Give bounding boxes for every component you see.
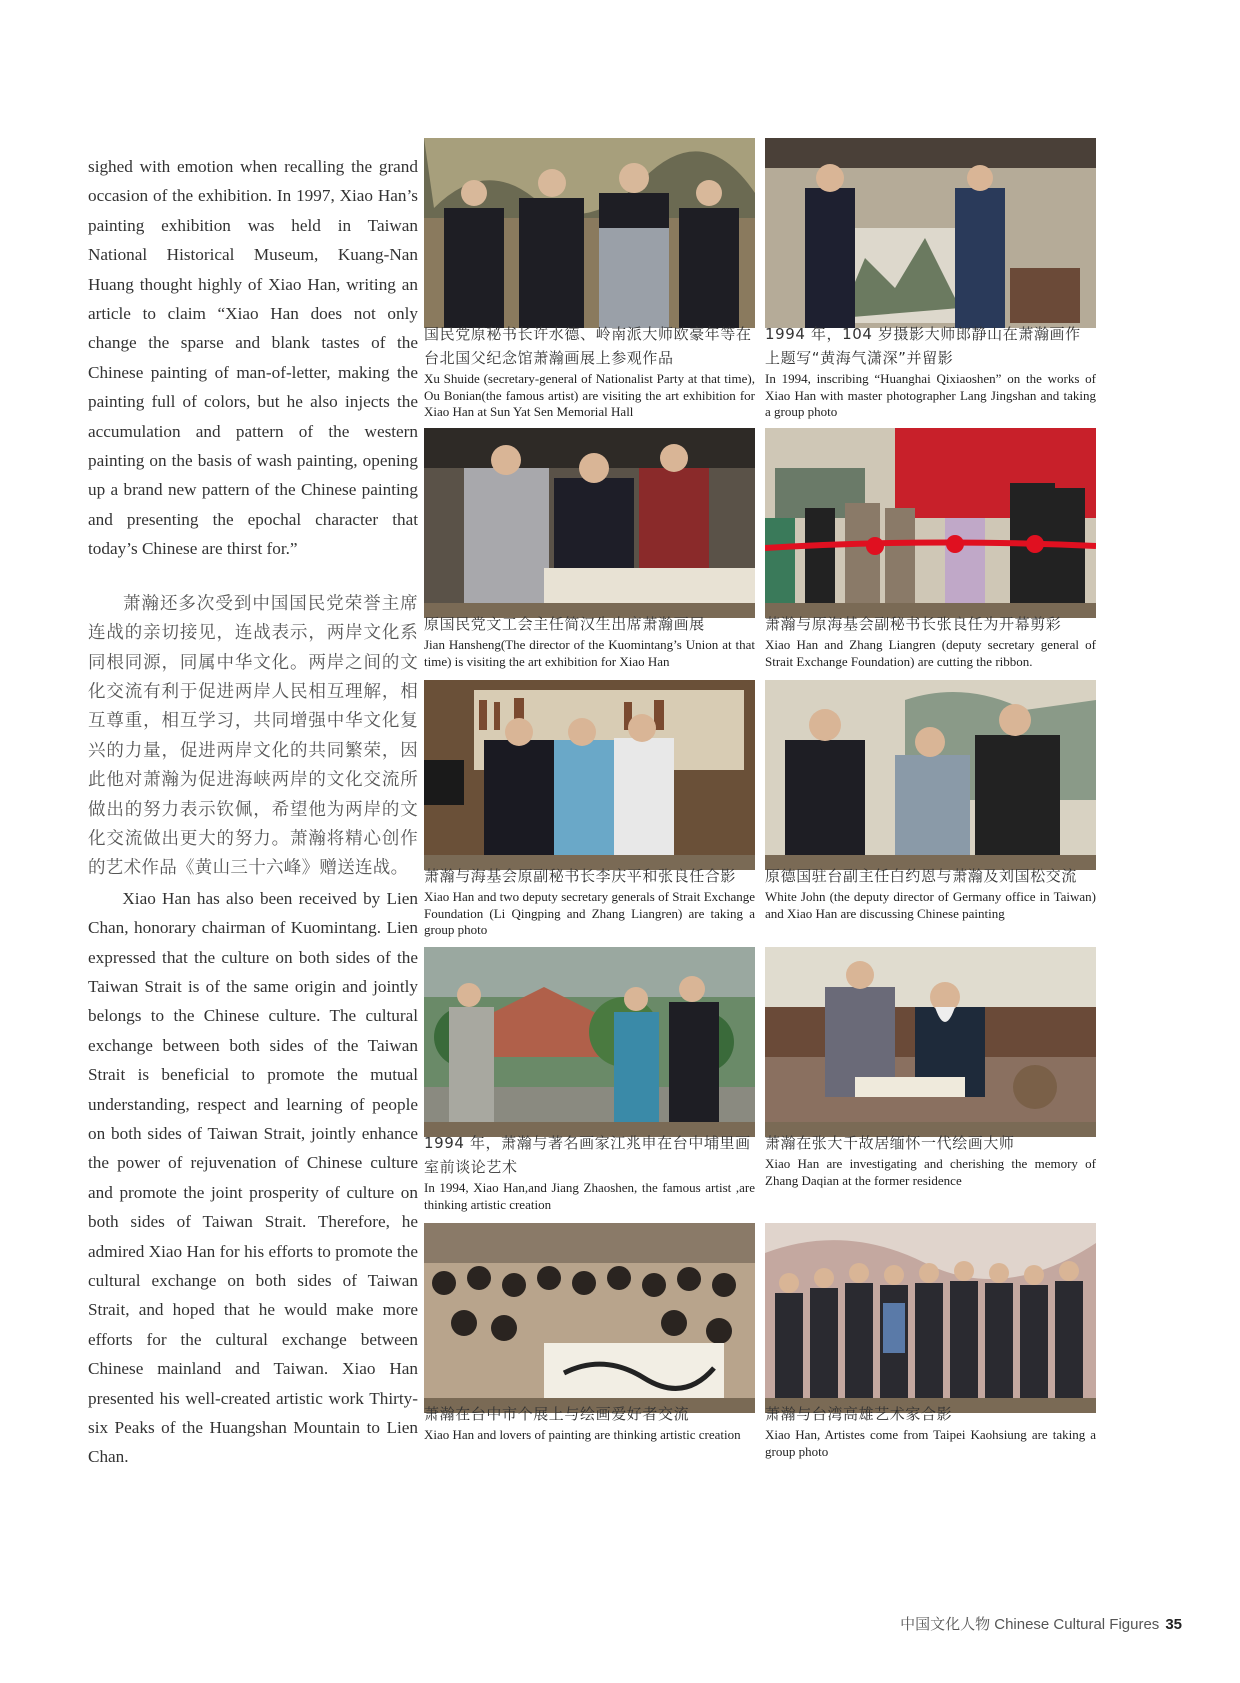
photo-xu-shuide-visit xyxy=(424,138,755,328)
photo-8-caption-cn: 萧瀚在张大千故居缅怀一代绘画大师 xyxy=(765,1134,1015,1152)
photo-9-caption-en: Xiao Han and lovers of painting are thinking artistic creation xyxy=(424,1427,741,1442)
photo-5-caption-en: Xiao Han and two deputy secretary generals of Strait Exchange Foundation (Li Qingping and Zhang Liangren) are taking a group photo xyxy=(424,889,755,937)
photo-ribbon-cutting xyxy=(765,428,1096,618)
body-paragraph-3: Xiao Han has also been received by Lien Chan, honorary chairman of Kuomintang. Lien expressed that the culture on both sides of the Taiwan Strait is of the same origin and jointly belongs to the Chinese culture. The cultural exchange between both sides of the Taiwan Strait is beneficial to promote the mutual understanding, respect and learning of people on both sides of Taiwan Strait, jointly enhance the power of rejuvenation of Chinese culture and promote the joint prosperity of culture on both sides of Taiwan Strait. Therefore, he admired Xiao Han for his efforts to promote the cultural exchange on both sides of Taiwan Strait, and hoped that he would make more efforts for the cultural exchange between Chinese mainland and Taiwan. Xiao Han presented his well-created artistic work Thirty-six Peaks of the Huangshan Mountain to Lien Chan. xyxy=(88,888,418,1467)
photo-6-caption-cn: 原德国驻台副主任白约恩与萧瀚及刘国松交流 xyxy=(765,867,1078,885)
photo-10-caption-en: Xiao Han, Artistes come from Taipei Kaohsiung are taking a group photo xyxy=(765,1427,1096,1459)
page-number: 35 xyxy=(1165,1616,1182,1633)
photo-li-qingping-group xyxy=(424,680,755,870)
photo-4-caption-cn: 萧瀚与原海基会副秘书长张良任为开幕剪彩 xyxy=(765,615,1062,633)
photo-jian-hansheng xyxy=(424,428,755,618)
photo-7-caption-en: In 1994, Xiao Han,and Jiang Zhaoshen, the famous artist ,are thinking artistic creation xyxy=(424,1180,755,1212)
photo-kaohsiung-artists xyxy=(765,1223,1096,1413)
photo-1-caption-cn: 国民党原秘书长许水德、岭南派大师欧豪年等在台北国父纪念馆萧瀚画展上参观作品 xyxy=(424,325,752,367)
photo-jiang-zhaoshen xyxy=(424,947,755,1137)
photo-5-caption-cn: 萧瀚与海基会原副秘书长李庆平和张良任合影 xyxy=(424,867,737,885)
photo-zhang-daqian-residence xyxy=(765,947,1096,1137)
photo-4-caption-en: Xiao Han and Zhang Liangren (deputy secretary general of Strait Exchange Foundation) are cutting the ribbon. xyxy=(765,637,1096,669)
body-paragraph-chinese: 萧瀚还多次受到中国国民党荣誉主席连战的亲切接见，连战表示，两岸文化系同根同源，同属中华文化。两岸之间的文化交流有利于促进两岸人民相互理解，相互尊重，相互学习，共同增强中华文化复兴的力量，促进两岸文化的共同繁荣，因此他对萧瀚为促进海峡两岸的文化交流所做出的努力表示钦佩，希望他为两岸的文化交流做出更大的努力。萧瀚将精心创作的艺术作品《黄山三十六峰》赠送连战。 xyxy=(88,593,418,879)
photo-3-caption-en: Jian Hansheng(The director of the Kuomintang’s Union at that time) is visiting the art exhibition for Xiao Han xyxy=(424,637,755,669)
photo-lang-jingshan xyxy=(765,138,1096,328)
photo-10-caption-cn: 萧瀚与台湾高雄艺术家合影 xyxy=(765,1405,953,1423)
photo-1-caption-en: Xu Shuide (secretary-general of Nationalist Party at that time), Ou Bonian(the famous artist) are visiting the art exhibition for Xiao Han at Sun Yat Sen Memorial Hall xyxy=(424,371,755,419)
photo-7-caption-cn: 1994 年，萧瀚与著名画家江兆申在台中埔里画室前谈论艺术 xyxy=(424,1134,751,1176)
photo-white-john xyxy=(765,680,1096,870)
photo-2-caption-en: In 1994, inscribing “Huanghai Qixiaoshen” on the works of Xiao Han with master photographer Lang Jingshan and taking a group photo xyxy=(765,371,1096,419)
photo-3-caption-cn: 原国民党文工会主任简汉生出席萧瀚画展 xyxy=(424,615,705,633)
photo-9-caption-cn: 萧瀚在台中市个展上与绘画爱好者交流 xyxy=(424,1405,690,1423)
magazine-title: 中国文化人物 Chinese Cultural Figures xyxy=(900,1616,1160,1633)
left-text-column xyxy=(88,152,418,1472)
photo-8-caption-en: Xiao Han are investigating and cherishing the memory of Zhang Daqian at the former residence xyxy=(765,1156,1096,1188)
page-footer xyxy=(900,1613,1182,1634)
photo-2-caption-cn: 1994 年，104 岁摄影大师郎静山在萧瀚画作上题写“黄海气潇深”并留影 xyxy=(765,325,1081,367)
body-paragraph-1: sighed with emotion when recalling the grand occasion of the exhibition. In 1997, Xiao Han’s painting exhibition was held in Taiwan National Historical Museum, Kuang-Nan Huang thought highly of Xiao Han, writing an article to claim “Xiao Han does not only change the sparse and blank tastes of the Chinese painting of man-of-letter, making the painting full of colors, but he also injects the accumulation and pattern of the western painting on the basis of wash painting, opening up a brand new pattern of the Chinese painting and presenting the epochal character that today’s Chinese are thirst for.” xyxy=(88,157,418,559)
photo-taichung-exhibition xyxy=(424,1223,755,1413)
photo-6-caption-en: White John (the deputy director of Germany office in Taiwan) and Xiao Han are discussing Chinese painting xyxy=(765,889,1096,921)
